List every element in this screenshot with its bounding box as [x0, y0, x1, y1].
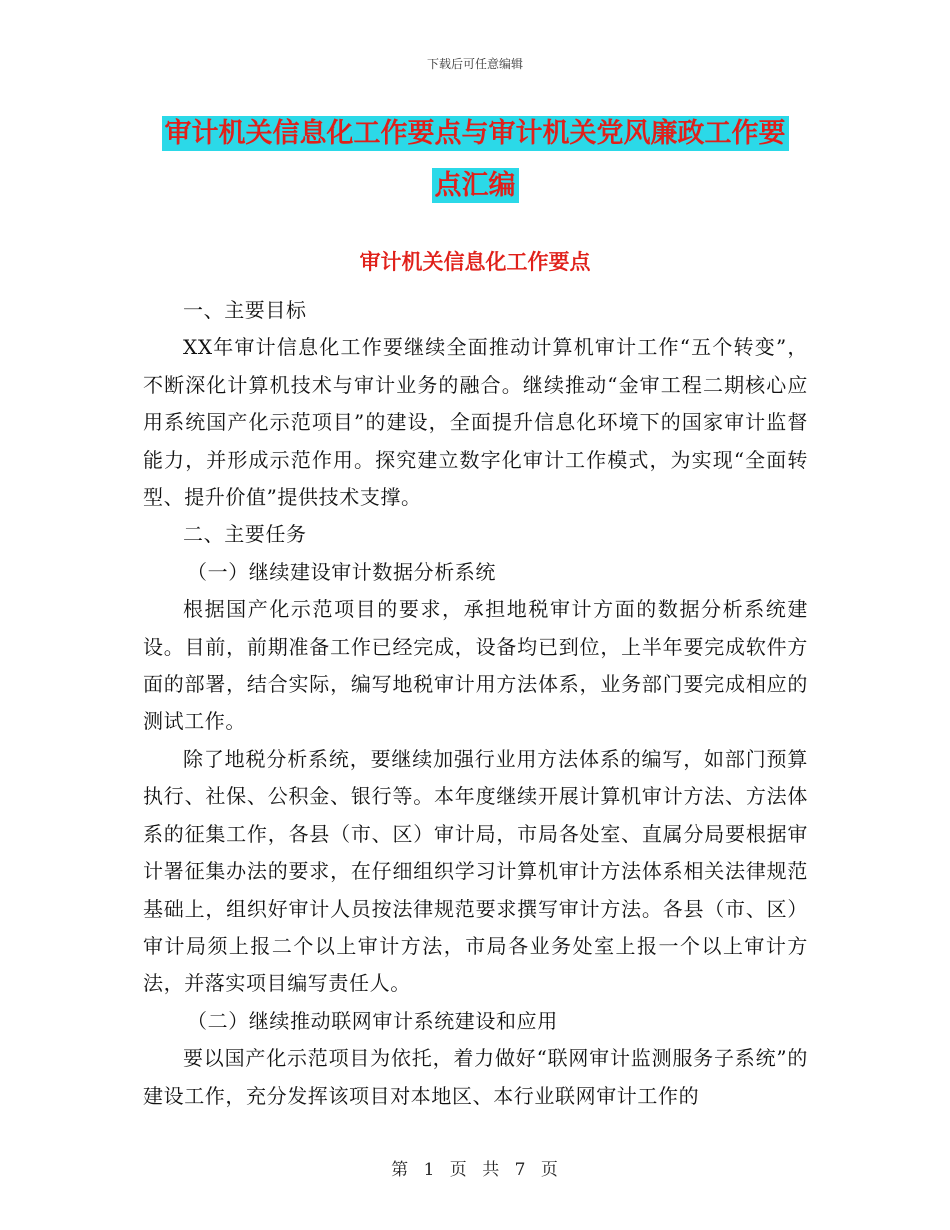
document-title-line1: 审计机关信息化工作要点与审计机关党风廉政工作要 — [162, 116, 789, 151]
section-title: 审计机关信息化工作要点 — [359, 250, 591, 274]
document-title — [130, 108, 820, 212]
paragraph-heading-2: 二、主要任务 — [183, 522, 307, 547]
paragraph-3: 除了地税分析系统，要继续加强行业用方法体系的编写，如部门预算执行、社保、公积金、银行等。本年度继续开展计算机审计方法、方法体系的征集工作，各县（市、区）审计局，市局各处室、直属分局要根据审计署征集办法的要求，在仔细组织学习计算机审计方法体系相关法律规范基础上，组织好审计人员按法律规范要求撰写审计方法。各县（市、区）审计局须上报二个以上审计方法，市局各业务处室上报一个以上审计方法，并落实项目编写责任人。 — [143, 746, 808, 996]
footer-page-number: 1 — [423, 1160, 436, 1180]
header-note: 下载后可任意编辑 — [426, 57, 523, 71]
paragraph-heading-1: 一、主要目标 — [183, 298, 307, 322]
footer-total-pages: 7 — [514, 1160, 527, 1180]
document-body — [143, 292, 808, 1115]
paragraph-1: XX年审计信息化工作要继续全面推动计算机审计工作“五个转变”，不断深化计算机技术与审计业务的融合。继续推动“金审工程二期核心应用系统国产化示范项目”的建设，全面提升信息化环境下的国家审计监督能力，并形成示范作用。探究建立数字化审计工作模式，为实现“全面转型、提升价值”提供技术支撑。 — [143, 335, 808, 510]
document-title-line2: 点汇编 — [432, 168, 519, 203]
footer-prefix: 第 — [391, 1160, 410, 1180]
subheading-1: （一）继续建设审计数据分析系统 — [187, 559, 496, 584]
footer-suffix: 页 — [540, 1160, 559, 1180]
footer-mid2: 共 — [482, 1160, 501, 1180]
paragraph-4: 要以国产化示范项目为依托，着力做好“联网审计监测服务子系统”的建设工作，充分发挥该项目对本地区、本行业联网审计工作的 — [143, 1046, 808, 1108]
page-footer — [0, 1155, 950, 1180]
paragraph-2: 根据国产化示范项目的要求，承担地税审计方面的数据分析系统建设。目前，前期准备工作已经完成，设备均已到位，上半年要完成软件方面的部署，结合实际，编写地税审计用方法体系，业务部门要完成相应的测试工作。 — [143, 597, 808, 734]
footer-middle: 页 — [449, 1160, 468, 1180]
subheading-2: （二）继续推动联网审计系统建设和应用 — [187, 1008, 558, 1033]
